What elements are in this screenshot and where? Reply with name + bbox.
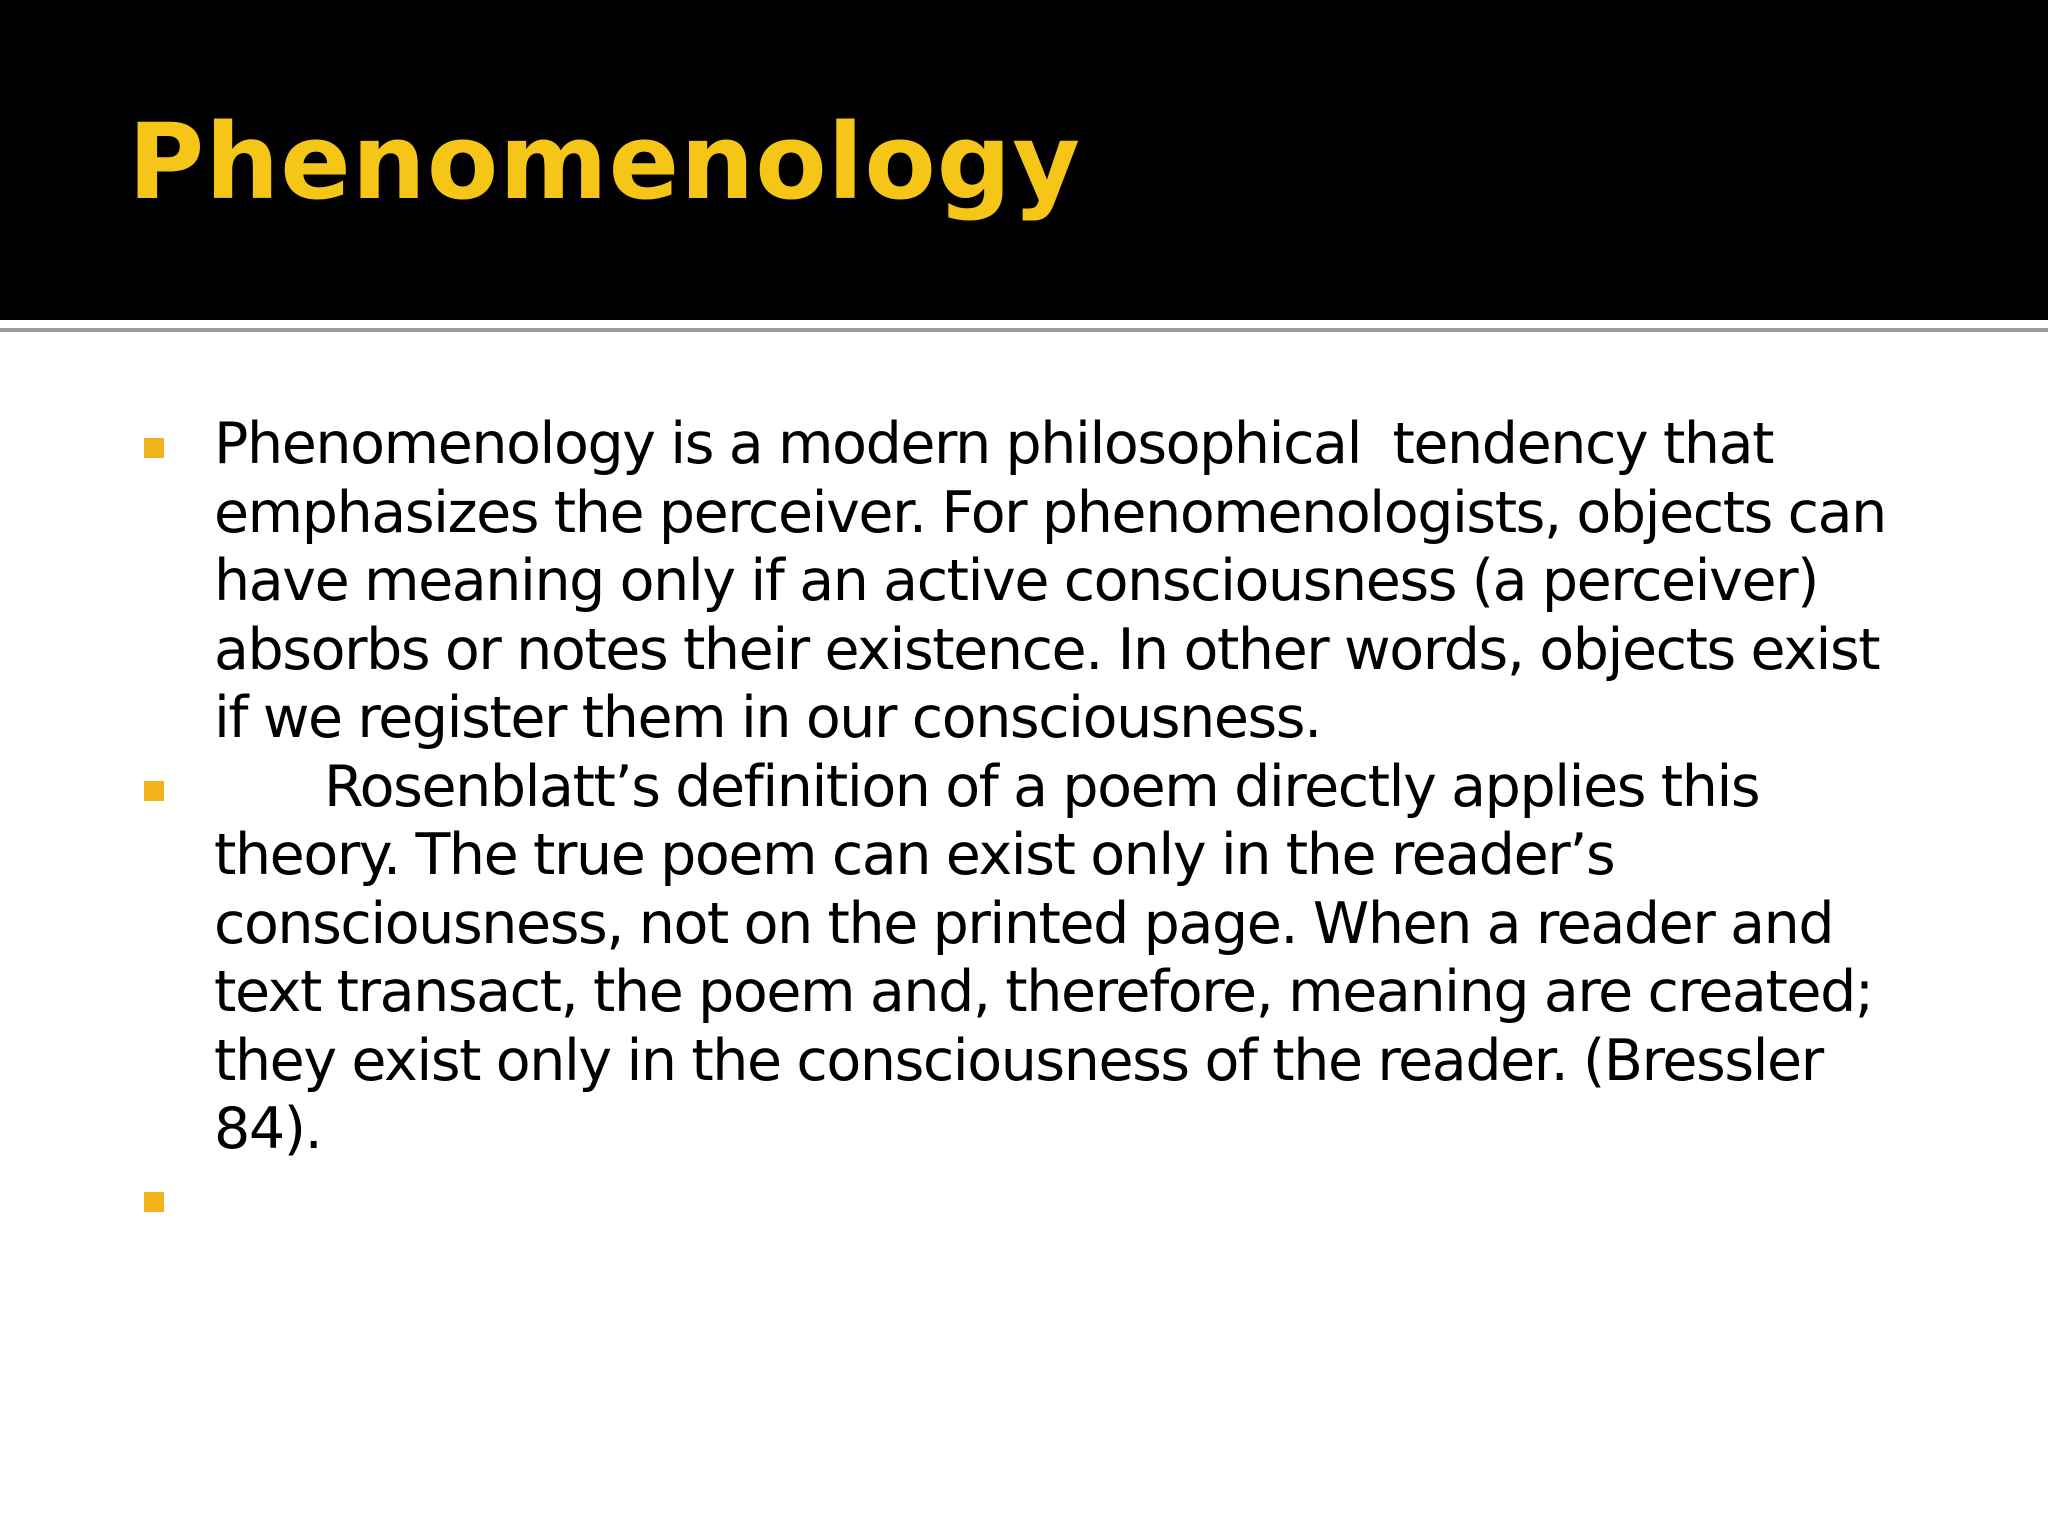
slide-title: Phenomenology — [128, 101, 1082, 223]
square-bullet-icon — [144, 1192, 164, 1212]
square-bullet-icon — [144, 438, 164, 458]
bullet-list — [144, 410, 1924, 1232]
bullet-item-empty — [144, 1164, 1924, 1233]
title-divider — [0, 328, 2048, 332]
bullet-item — [144, 410, 1924, 753]
square-bullet-icon — [144, 781, 164, 801]
title-bar — [0, 0, 2048, 320]
bullet-item — [144, 753, 1924, 1164]
bullet-text: Rosenblatt’s definition of a poem directly applies this theory. The true poem can exist only in the reader’s consciousness, not on the printed page. When a reader and text transact, the poem and, therefore, meaning are created; they exist only in the consciousness of the reader. (Bressler 84). — [214, 753, 1889, 1162]
bullet-text: Phenomenology is a modern philosophical tendency that emphasizes the perceiver. For phenomenologists, objects can have meaning only if an active consciousness (a perceiver) absorbs or notes their existence. In other words, objects exist if we register them in our consciousness. — [214, 411, 1902, 751]
